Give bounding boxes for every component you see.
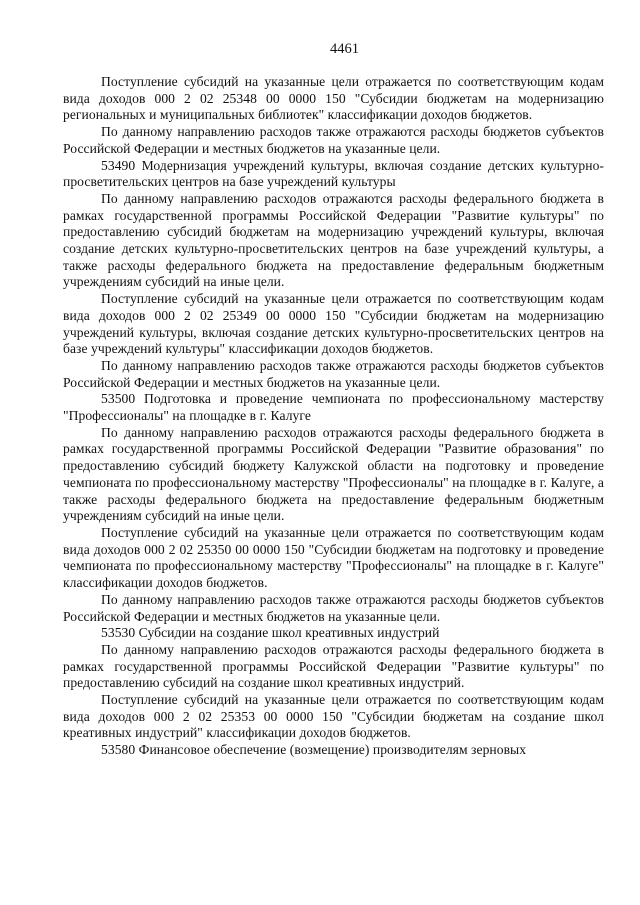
paragraph: Поступление субсидий на указанные цели отражается по соответствующим кодам вида доходов 000 2 02 25350 00 0000 150 "Субсидии бюджетам на подготовку и проведение чемпионата по профессиональному мастерству "Профессионалы" на площадке в г. Калуге" классификации доходов бюджетов.: [63, 524, 604, 591]
paragraph: По данному направлению расходов отражаются расходы федерального бюджета в рамках государственной программы Российской Федерации "Развитие культуры" по предоставлению субсидий на создание школ креативных индустрий.: [63, 641, 604, 691]
paragraph: По данному направлению расходов также отражаются расходы бюджетов субъектов Российской Федерации и местных бюджетов на указанные цели.: [63, 591, 604, 624]
paragraph: Поступление субсидий на указанные цели отражается по соответствующим кодам вида доходов 000 2 02 25349 00 0000 150 "Субсидии бюджетам на модернизацию учреждений культуры, включая создание детских культурно-просветительских центров на базе учреждений культуры" классификации доходов бюджетов.: [63, 291, 604, 357]
paragraph: По данному направлению расходов также отражаются расходы бюджетов субъектов Российской Федерации и местных бюджетов на указанные цели.: [63, 124, 604, 156]
paragraph: Поступление субсидий на указанные цели отражается по соответствующим кодам вида доходов 000 2 02 25348 00 0000 150 "Субсидии бюджетам на модернизацию региональных и муниципальных библиотек" классификации доходов бюджетов.: [63, 74, 604, 123]
paragraph: По данному направлению расходов отражаются расходы федерального бюджета в рамках государственной программы Российской Федерации "Развитие образования" по предоставлению субсидий бюджету Калужской области на подготовку и проведение чемпионата по профессиональному мастерству "Профессионалы" на площадке в г. Калуге, а также расходы федерального бюджета на предоставление федеральным бюджетным учреждениям субсидий на иные цели.: [63, 424, 604, 524]
section-heading: 53530 Субсидии на создание школ креативных индустрий: [101, 625, 440, 641]
paragraph: По данному направлению расходов отражаются расходы федерального бюджета в рамках государственной программы Российской Федерации "Развитие культуры" по предоставлению субсидий бюджетам на модернизацию учреждений культуры, включая создание детских культурно-просветительских центров на базе учреждений культуры, а также расходы федерального бюджета на предоставление федеральным бюджетным учреждениям субсидий на иные цели.: [63, 190, 604, 290]
paragraph: По данному направлению расходов также отражаются расходы бюджетов субъектов Российской Федерации и местных бюджетов на указанные цели.: [63, 357, 604, 390]
page-number: 4461: [330, 41, 359, 57]
section-heading: 53580 Финансовое обеспечение (возмещение) производителям зерновых: [101, 742, 527, 758]
section-heading: 53490 Модернизация учреждений культуры, включая создание детских культурно-просветительских центров на базе учреждений культуры: [63, 157, 604, 190]
section-heading: 53500 Подготовка и проведение чемпионата по профессиональному мастерству "Профессионалы" на площадке в г. Калуге: [63, 391, 604, 424]
document-body: [63, 74, 604, 759]
paragraph: Поступление субсидий на указанные цели отражается по соответствующим кодам вида доходов 000 2 02 25353 00 0000 150 "Субсидии бюджетам на создание школ креативных индустрий" классификации доходов бюджетов.: [63, 692, 604, 741]
